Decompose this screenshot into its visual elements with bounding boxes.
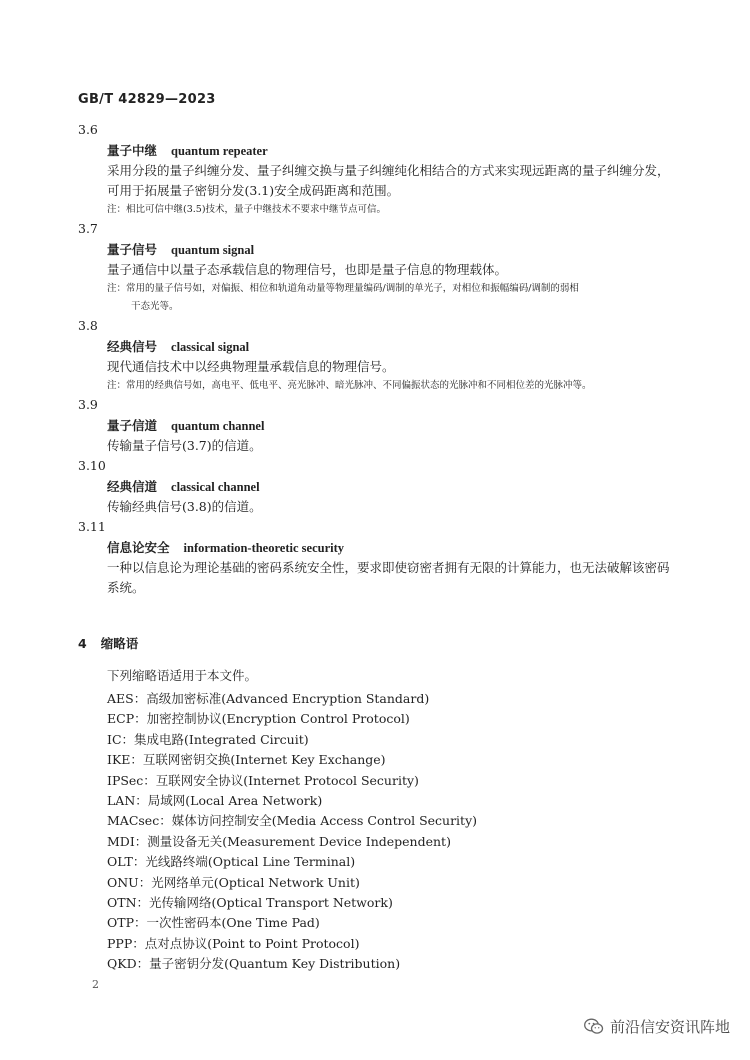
section-intro: 下列缩略语适用于本文件。 bbox=[107, 668, 258, 683]
term-en: classical channel bbox=[171, 480, 260, 494]
term-en: quantum signal bbox=[171, 243, 255, 257]
term-definition: 现代通信技术中以经典物理量承载信息的物理信号。 bbox=[107, 359, 395, 374]
term-definition: 传输量子信号(3.7)的信道。 bbox=[107, 438, 262, 453]
abbreviation-item: LAN：局域网(Local Area Network) bbox=[107, 792, 323, 808]
term-zh: 量子信道 bbox=[107, 418, 158, 433]
term-entry bbox=[78, 219, 678, 316]
term-zh: 量子信号 bbox=[107, 242, 158, 257]
term-number: 3.9 bbox=[78, 397, 98, 412]
term-zh: 经典信号 bbox=[107, 339, 158, 354]
abbreviation-item: ECP：加密控制协议(Encryption Control Protocol) bbox=[107, 711, 410, 727]
abbreviation-item: ONU：光网络单元(Optical Network Unit) bbox=[107, 874, 360, 890]
term-number: 3.11 bbox=[78, 519, 106, 534]
term-number: 3.7 bbox=[78, 221, 98, 236]
term-zh: 信息论安全 bbox=[107, 540, 170, 555]
term-en: classical signal bbox=[171, 340, 250, 354]
term-definition: 采用分段的量子纠缠分发、量子纠缠交换与量子纠缠纯化相结合的方式来实现远距离的量子纠缠分发，可用于拓展量子密钥分发(3.1)安全成码距离和范围。 bbox=[107, 163, 670, 198]
abbreviation-item: IPSec：互联网安全协议(Internet Protocol Security) bbox=[107, 772, 419, 788]
term-note-continuation: 干态光等。 bbox=[131, 301, 179, 312]
section-4-heading bbox=[78, 634, 138, 652]
section-title: 缩略语 bbox=[100, 636, 139, 651]
section-number: 4 bbox=[78, 636, 87, 651]
abbreviation-list bbox=[107, 689, 477, 974]
term-entry bbox=[78, 517, 678, 598]
term-note-text: 注：常用的量子信号如，对偏振、相位和轨道角动量等物理量编码/调制的单光子，对相位和振幅编码/调制的弱相 bbox=[107, 283, 579, 294]
abbreviation-item: IKE：互联网密钥交换(Internet Key Exchange) bbox=[107, 752, 386, 768]
term-entry bbox=[78, 316, 678, 395]
term-en: information-theoretic security bbox=[183, 541, 345, 555]
term-heading bbox=[107, 239, 678, 260]
term-zh: 经典信道 bbox=[107, 479, 158, 494]
term-definition: 传输经典信号(3.8)的信道。 bbox=[107, 499, 262, 514]
term-number: 3.10 bbox=[78, 458, 106, 473]
terms-section bbox=[78, 120, 678, 598]
abbreviation-item: OLT：光线路终端(Optical Line Terminal) bbox=[107, 854, 356, 870]
abbreviation-item: OTP：一次性密码本(One Time Pad) bbox=[107, 915, 320, 931]
term-note bbox=[107, 377, 678, 395]
abbreviation-item: PPP：点对点协议(Point to Point Protocol) bbox=[107, 935, 360, 951]
watermark-text: 前沿信安资讯阵地 bbox=[609, 1018, 730, 1036]
term-heading bbox=[107, 336, 678, 357]
term-zh: 量子中继 bbox=[107, 143, 158, 158]
abbreviation-item: OTN：光传输网络(Optical Transport Network) bbox=[107, 894, 393, 910]
term-en: quantum repeater bbox=[171, 144, 268, 158]
abbreviation-item: AES：高级加密标准(Advanced Encryption Standard) bbox=[107, 691, 430, 706]
term-definition: 量子通信中以量子态承载信息的物理信号，也即是量子信息的物理载体。 bbox=[107, 262, 508, 277]
term-entry bbox=[78, 395, 678, 456]
term-heading bbox=[107, 415, 678, 436]
term-heading bbox=[107, 537, 678, 558]
term-note bbox=[107, 280, 678, 316]
term-note bbox=[107, 201, 678, 219]
term-heading bbox=[107, 140, 678, 161]
standard-number: GB/T 42829—2023 bbox=[78, 92, 216, 107]
term-number: 3.6 bbox=[78, 122, 98, 137]
term-definition: 一种以信息论为理论基础的密码系统安全性，要求即使窃密者拥有无限的计算能力，也无法破解该密码系统。 bbox=[107, 560, 670, 595]
page-number: 2 bbox=[92, 978, 99, 991]
term-note-text: 注：相比可信中继(3.5)技术，量子中继技术不要求中继节点可信。 bbox=[107, 204, 387, 215]
term-entry bbox=[78, 456, 678, 517]
term-entry bbox=[78, 120, 678, 219]
abbreviation-item: IC：集成电路(Integrated Circuit) bbox=[107, 731, 309, 747]
abbreviation-item: MDI：测量设备无关(Measurement Device Independent) bbox=[107, 833, 451, 849]
term-number: 3.8 bbox=[78, 318, 98, 333]
abbreviation-item: QKD：量子密钥分发(Quantum Key Distribution) bbox=[107, 956, 401, 972]
abbreviation-item: MACsec：媒体访问控制安全(Media Access Control Security) bbox=[107, 813, 478, 829]
term-note-text: 注：常用的经典信号如，高电平、低电平、亮光脉冲、暗光脉冲、不同偏振状态的光脉冲和不同相位差的光脉冲等。 bbox=[107, 380, 592, 391]
watermark bbox=[584, 1016, 730, 1037]
term-en: quantum channel bbox=[171, 419, 265, 433]
wechat-icon bbox=[584, 1018, 604, 1035]
term-heading bbox=[107, 476, 678, 497]
